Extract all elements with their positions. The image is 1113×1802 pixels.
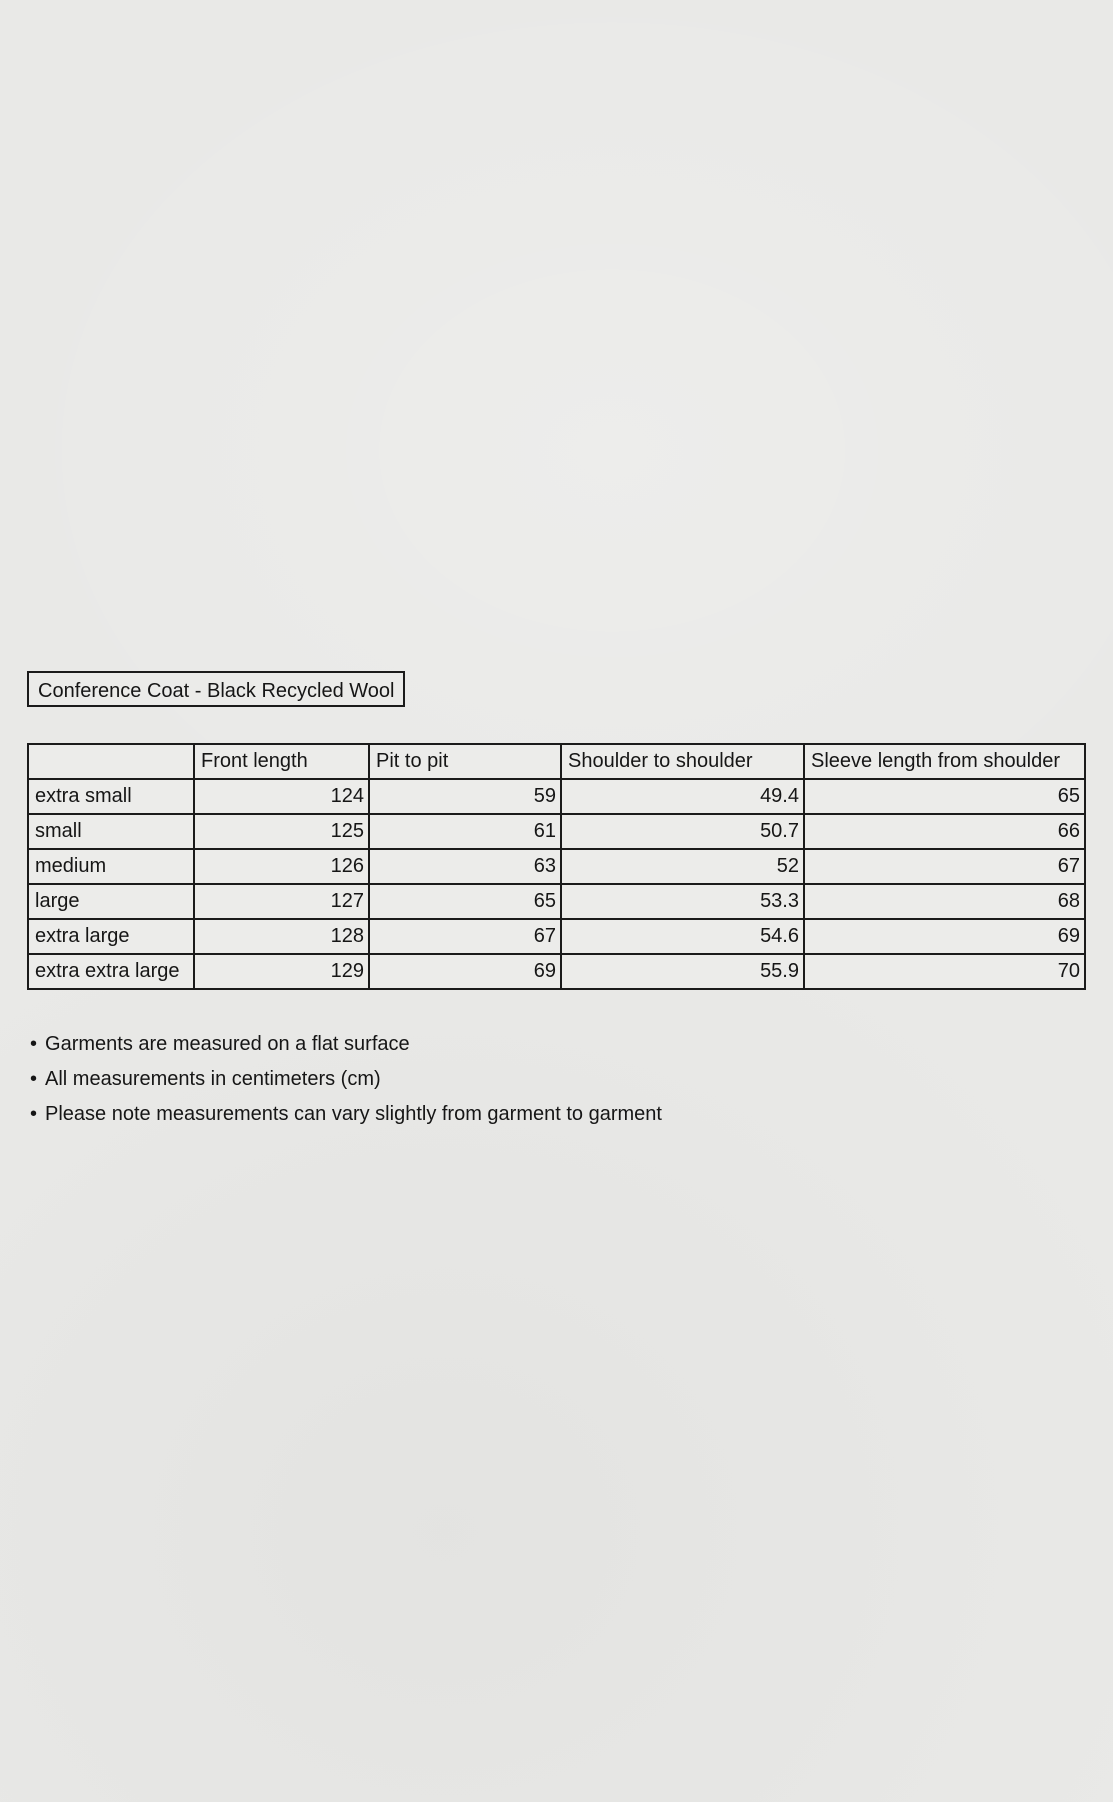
shoulder-to-shoulder-value: 49.4 — [561, 779, 804, 814]
front-length-value: 126 — [194, 849, 369, 884]
table-row-small — [28, 814, 1085, 849]
front-length-value: 128 — [194, 919, 369, 954]
note-item — [30, 1097, 662, 1132]
product-title: Conference Coat - Black Recycled Wool — [38, 680, 395, 702]
pit-to-pit-value: 63 — [369, 849, 561, 884]
shoulder-to-shoulder-value: 54.6 — [561, 919, 804, 954]
column-header-front-length: Front length — [194, 744, 369, 779]
size-label: large — [28, 884, 194, 919]
front-length-value: 124 — [194, 779, 369, 814]
shoulder-to-shoulder-value: 53.3 — [561, 884, 804, 919]
table-row-extra-large — [28, 919, 1085, 954]
size-chart-table — [27, 743, 1086, 990]
size-label: extra large — [28, 919, 194, 954]
table-row-medium — [28, 849, 1085, 884]
pit-to-pit-value: 59 — [369, 779, 561, 814]
shoulder-to-shoulder-value: 55.9 — [561, 954, 804, 989]
pit-to-pit-value: 61 — [369, 814, 561, 849]
note-text: Garments are measured on a flat surface — [45, 1033, 410, 1055]
product-title-box — [27, 671, 405, 707]
pit-to-pit-value: 67 — [369, 919, 561, 954]
front-length-value: 127 — [194, 884, 369, 919]
shoulder-to-shoulder-value: 52 — [561, 849, 804, 884]
bullet-icon: • — [30, 1068, 38, 1090]
sleeve-length-value: 65 — [804, 779, 1085, 814]
front-length-value: 125 — [194, 814, 369, 849]
size-label: extra extra large — [28, 954, 194, 989]
sleeve-length-value: 68 — [804, 884, 1085, 919]
table-row-large — [28, 884, 1085, 919]
table-row-extra-extra-large — [28, 954, 1085, 989]
pit-to-pit-value: 65 — [369, 884, 561, 919]
sleeve-length-value: 70 — [804, 954, 1085, 989]
note-text: Please note measurements can vary slightly from garment to garment — [45, 1103, 662, 1125]
header-row — [28, 744, 1085, 779]
column-header-size — [28, 744, 194, 779]
sleeve-length-value: 69 — [804, 919, 1085, 954]
column-header-shoulder-to-shoulder: Shoulder to shoulder — [561, 744, 804, 779]
size-label: small — [28, 814, 194, 849]
sleeve-length-value: 67 — [804, 849, 1085, 884]
front-length-value: 129 — [194, 954, 369, 989]
note-item — [30, 1027, 662, 1062]
size-label: medium — [28, 849, 194, 884]
note-item — [30, 1062, 662, 1097]
shoulder-to-shoulder-value: 50.7 — [561, 814, 804, 849]
note-text: All measurements in centimeters (cm) — [45, 1068, 381, 1090]
column-header-sleeve-length: Sleeve length from shoulder — [804, 744, 1085, 779]
notes-list — [30, 1027, 662, 1132]
bullet-icon: • — [30, 1103, 38, 1125]
bullet-icon: • — [30, 1033, 38, 1055]
size-label: extra small — [28, 779, 194, 814]
column-header-pit-to-pit: Pit to pit — [369, 744, 561, 779]
sleeve-length-value: 66 — [804, 814, 1085, 849]
pit-to-pit-value: 69 — [369, 954, 561, 989]
table-row-extra-small — [28, 779, 1085, 814]
